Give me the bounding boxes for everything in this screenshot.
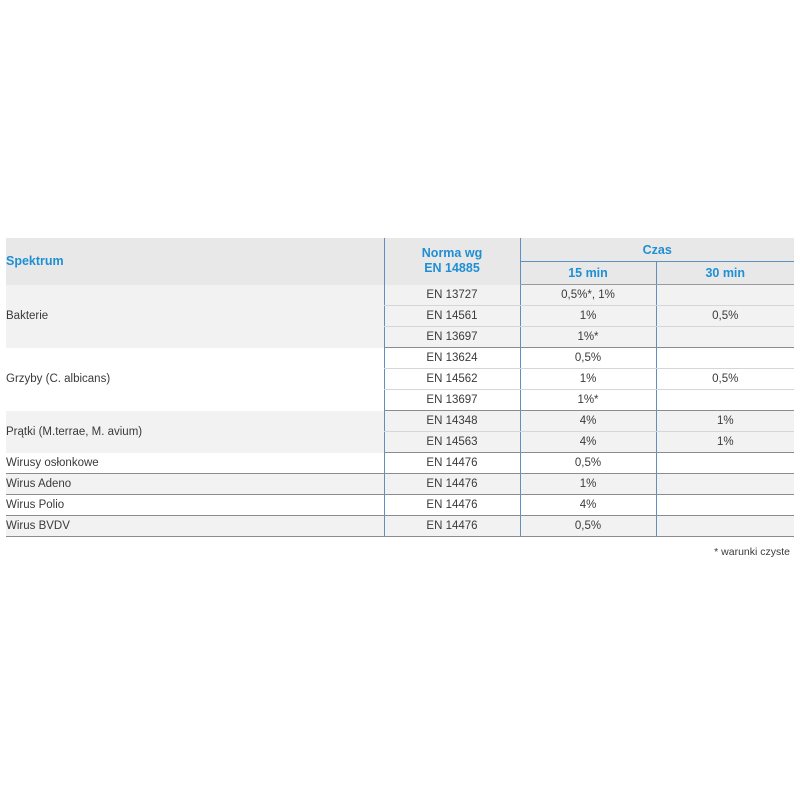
norm-cell: EN 14476 xyxy=(384,453,520,474)
norm-cell: EN 13697 xyxy=(384,390,520,411)
value-30min-cell xyxy=(656,390,794,411)
value-30min-cell xyxy=(656,516,794,537)
value-30min-cell: 1% xyxy=(656,432,794,453)
spectrum-cell: Prątki (M.terrae, M. avium) xyxy=(6,411,384,453)
value-15min-cell: 1%* xyxy=(520,390,656,411)
value-30min-cell xyxy=(656,453,794,474)
table-row xyxy=(6,285,794,306)
value-30min-cell xyxy=(656,285,794,306)
value-30min-cell: 0,5% xyxy=(656,369,794,390)
norm-cell: EN 13697 xyxy=(384,327,520,348)
spectrum-table xyxy=(6,238,794,537)
footnote: * warunki czyste xyxy=(714,546,790,558)
value-30min-cell xyxy=(656,348,794,369)
header-czas: Czas xyxy=(520,238,794,262)
value-30min-cell: 1% xyxy=(656,411,794,432)
value-15min-cell: 4% xyxy=(520,495,656,516)
norm-cell: EN 13624 xyxy=(384,348,520,369)
value-15min-cell: 1% xyxy=(520,306,656,327)
value-15min-cell: 4% xyxy=(520,432,656,453)
header-15min: 15 min xyxy=(520,262,656,285)
header-norma-line1: Norma wg xyxy=(421,246,483,261)
norm-cell: EN 14562 xyxy=(384,369,520,390)
spectrum-cell: Wirus BVDV xyxy=(6,516,384,537)
norm-cell: EN 14561 xyxy=(384,306,520,327)
table-row xyxy=(6,411,794,432)
value-15min-cell: 0,5% xyxy=(520,348,656,369)
value-15min-cell: 0,5% xyxy=(520,516,656,537)
value-15min-cell: 1%* xyxy=(520,327,656,348)
spectrum-cell: Wirusy osłonkowe xyxy=(6,453,384,474)
header-norma-line2: EN 14885 xyxy=(424,261,480,276)
header-spectrum: Spektrum xyxy=(6,238,384,285)
value-15min-cell: 1% xyxy=(520,369,656,390)
value-15min-cell: 0,5%*, 1% xyxy=(520,285,656,306)
table-header xyxy=(6,238,794,285)
value-30min-cell xyxy=(656,474,794,495)
value-30min-cell: 0,5% xyxy=(656,306,794,327)
spectrum-cell: Wirus Adeno xyxy=(6,474,384,495)
norm-cell: EN 14476 xyxy=(384,474,520,495)
spectrum-cell: Bakterie xyxy=(6,285,384,348)
table-row xyxy=(6,516,794,537)
spectrum-cell: Grzyby (C. albicans) xyxy=(6,373,111,385)
header-norma xyxy=(384,238,520,285)
value-15min-cell: 1% xyxy=(520,474,656,495)
value-15min-cell: 4% xyxy=(520,411,656,432)
value-30min-cell xyxy=(656,495,794,516)
norm-cell: EN 14563 xyxy=(384,432,520,453)
spectrum-cell: Wirus Polio xyxy=(6,495,384,516)
norm-cell: EN 13727 xyxy=(384,285,520,306)
table-row xyxy=(6,453,794,474)
value-15min-cell: 0,5% xyxy=(520,453,656,474)
header-30min: 30 min xyxy=(656,262,794,285)
table-row xyxy=(6,495,794,516)
norm-cell: EN 14476 xyxy=(384,516,520,537)
table-row xyxy=(6,348,794,369)
value-30min-cell xyxy=(656,327,794,348)
table-row xyxy=(6,474,794,495)
norm-cell: EN 14348 xyxy=(384,411,520,432)
table-body xyxy=(6,285,794,537)
norm-cell: EN 14476 xyxy=(384,495,520,516)
